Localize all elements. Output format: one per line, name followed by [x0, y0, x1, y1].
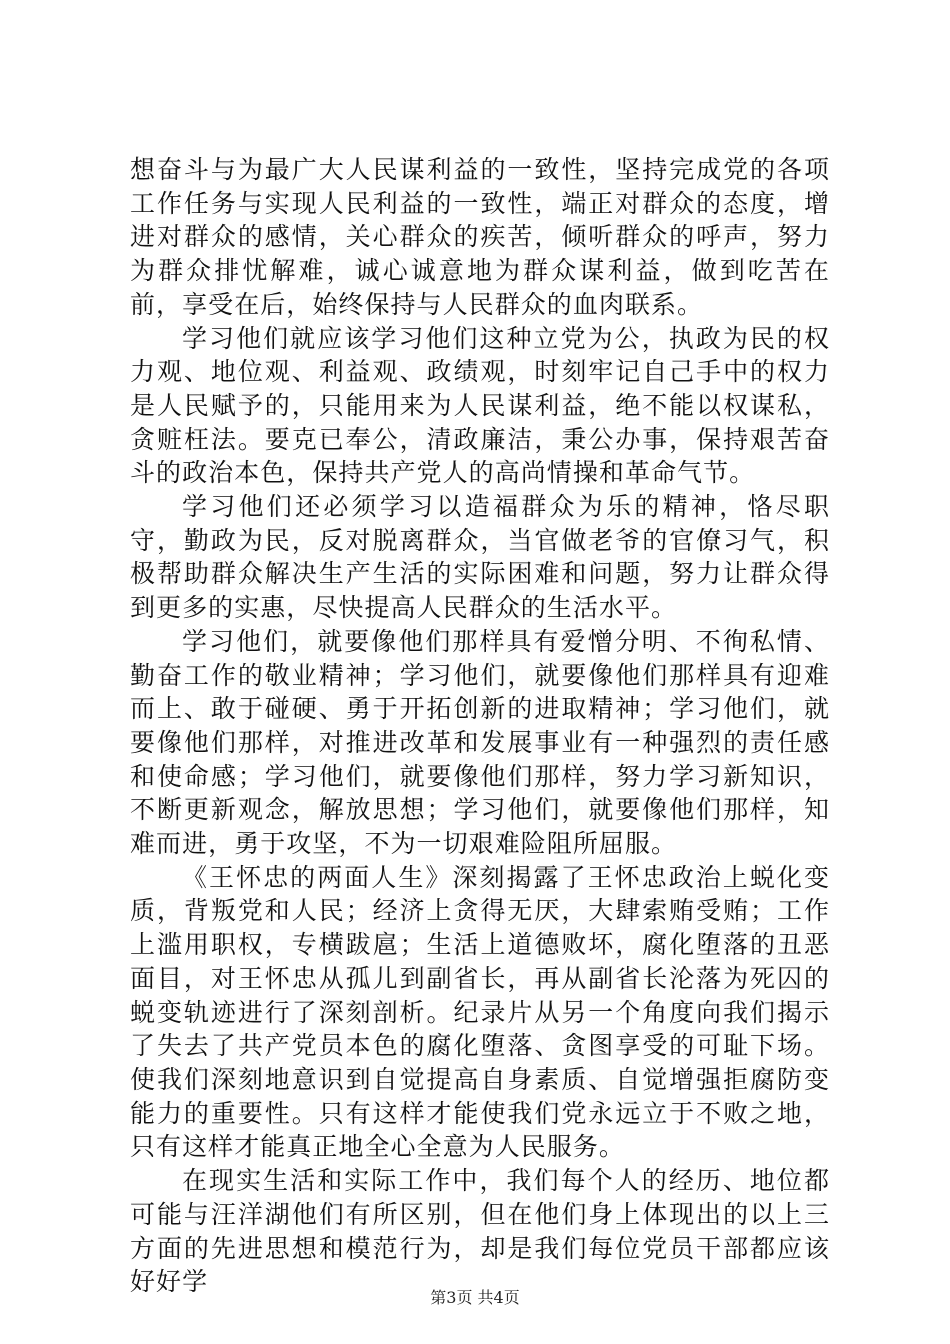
paragraph-2: 学习他们就应该学习他们这种立党为公，执政为民的权力观、地位观、利益观、政绩观，时刻牢记自己手中的权力是人民赋予的，只能用来为人民谋利益，绝不能以权谋私，贪赃枉法。要克已奉公，清政廉洁，秉公办事，保持艰苦奋斗的政治本色，保持共产党人的高尚情操和革命气节。	[130, 323, 830, 488]
paragraph-3: 学习他们还必须学习以造福群众为乐的精神，恪尽职守，勤政为民，反对脱离群众，当官做老爷的官僚习气，积极帮助群众解决生产生活的实际困难和问题，努力让群众得到更多的实惠，尽快提高人民群众的生活水平。	[130, 492, 830, 623]
page-number-footer: 第3页 共4页	[430, 1288, 520, 1307]
paragraph-6: 在现实生活和实际工作中，我们每个人的经历、地位都可能与汪洋湖他们有所区别，但在他们身上体现出的以上三方面的先进思想和模范行为，却是我们每位党员干部都应该好好学	[130, 1166, 830, 1297]
paragraph-4: 学习他们，就要像他们那样具有爱憎分明、不徇私情、勤奋工作的敬业精神；学习他们，就要像他们那样具有迎难而上、敢于碰硬、勇于开拓创新的进取精神；学习他们，就要像他们那样，对推进改革和发展事业有一种强烈的责任感和使命感；学习他们，就要像他们那样，努力学习新知识，不断更新观念，解放思想；学习他们，就要像他们那样，知难而进，勇于攻坚，不为一切艰难险阻所屈服。	[130, 626, 830, 859]
paragraph-5: 《王怀忠的两面人生》深刻揭露了王怀忠政治上蜕化变质，背叛党和人民；经济上贪得无厌，大肆索贿受贿；工作上滥用职权，专横跋扈；生活上道德败坏，腐化堕落的丑恶面目，对王怀忠从孤儿到副省长，再从副省长沦落为死囚的蜕变轨迹进行了深刻剖析。纪录片从另一个角度向我们揭示了失去了共产党员本色的腐化堕落、贪图享受的可耻下场。使我们深刻地意识到自觉提高自身素质、自觉增强拒腐防变能力的重要性。只有这样才能使我们党永远立于不败之地，只有这样才能真正地全心全意为人民服务。	[130, 862, 830, 1162]
document-body	[130, 153, 830, 1299]
paragraph-1: 想奋斗与为最广大人民谋利益的一致性，坚持完成党的各项工作任务与实现人民利益的一致性，端正对群众的态度，增进对群众的感情，关心群众的疾苦，倾听群众的呼声，努力为群众排忧解难，诚心诚意地为群众谋利益，做到吃苦在前，享受在后，始终保持与人民群众的血肉联系。	[130, 155, 830, 319]
